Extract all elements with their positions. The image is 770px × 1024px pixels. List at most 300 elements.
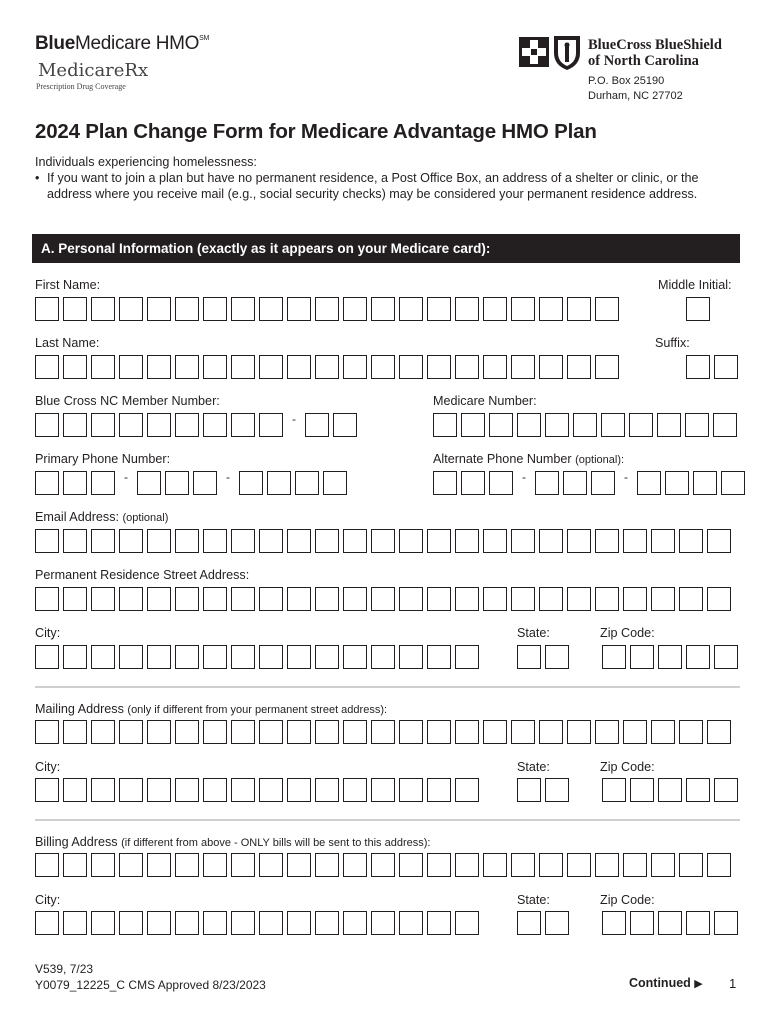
character-box[interactable] <box>539 297 563 321</box>
character-box[interactable] <box>231 911 255 935</box>
character-box[interactable] <box>315 529 339 553</box>
notice-bullet: • If you want to join a plan but have no permanent residence, a Post Office Box, an address of a shelter or clinic, or the address where you receive mail (e.g., social security checks) may be considered your permanent residence address. <box>35 170 745 202</box>
character-box[interactable] <box>595 853 619 877</box>
mailing-zip-field[interactable] <box>602 778 738 802</box>
character-box[interactable] <box>287 645 311 669</box>
billing-address-field[interactable] <box>35 853 731 877</box>
character-box[interactable] <box>119 911 143 935</box>
character-box[interactable] <box>371 297 395 321</box>
character-box[interactable] <box>91 413 115 437</box>
email-label: Email Address: (optional) <box>35 510 169 524</box>
mailing-state-field[interactable] <box>517 778 569 802</box>
alternate-phone-label: Alternate Phone Number (optional): <box>433 452 625 466</box>
divider <box>35 686 740 688</box>
character-box[interactable] <box>714 911 738 935</box>
character-box[interactable] <box>567 355 591 379</box>
separator-dash: - <box>292 412 296 426</box>
character-box[interactable] <box>714 355 738 379</box>
character-box[interactable] <box>371 720 395 744</box>
character-box[interactable] <box>147 645 171 669</box>
state-field[interactable] <box>517 645 569 669</box>
character-box[interactable] <box>399 355 423 379</box>
character-box[interactable] <box>602 778 626 802</box>
character-box[interactable] <box>343 355 367 379</box>
character-box[interactable] <box>231 720 255 744</box>
character-box[interactable] <box>461 413 485 437</box>
character-box[interactable] <box>686 778 710 802</box>
character-box[interactable] <box>399 645 423 669</box>
character-box[interactable] <box>175 853 199 877</box>
character-box[interactable] <box>323 471 347 495</box>
last-name-field[interactable] <box>35 355 619 379</box>
character-box[interactable] <box>203 911 227 935</box>
character-box[interactable] <box>483 853 507 877</box>
character-box[interactable] <box>455 645 479 669</box>
character-box[interactable] <box>259 853 283 877</box>
character-box[interactable] <box>686 297 710 321</box>
character-box[interactable] <box>147 720 171 744</box>
character-box[interactable] <box>231 529 255 553</box>
bcbs-cross-shield-icon <box>518 33 584 71</box>
character-box[interactable] <box>658 911 682 935</box>
character-box[interactable] <box>343 529 367 553</box>
character-box[interactable] <box>371 911 395 935</box>
character-box[interactable] <box>287 778 311 802</box>
city-label: City: <box>35 626 61 640</box>
character-box[interactable] <box>147 778 171 802</box>
character-box[interactable] <box>511 587 535 611</box>
character-box[interactable] <box>545 413 569 437</box>
permanent-street-label: Permanent Residence Street Address: <box>35 568 250 582</box>
middle-initial-field[interactable] <box>686 297 710 321</box>
character-box[interactable] <box>455 587 479 611</box>
character-box[interactable] <box>63 529 87 553</box>
character-box[interactable] <box>545 911 569 935</box>
character-box[interactable] <box>427 720 451 744</box>
character-box[interactable] <box>427 529 451 553</box>
character-box[interactable] <box>427 778 451 802</box>
medicare-number-field[interactable] <box>433 413 737 437</box>
mailing-city-field[interactable] <box>35 778 479 802</box>
character-box[interactable] <box>147 911 171 935</box>
character-box[interactable] <box>259 720 283 744</box>
character-box[interactable] <box>147 853 171 877</box>
character-box[interactable] <box>119 853 143 877</box>
character-box[interactable] <box>343 720 367 744</box>
character-box[interactable] <box>399 911 423 935</box>
character-box[interactable] <box>35 471 59 495</box>
character-box[interactable] <box>35 587 59 611</box>
suffix-field[interactable] <box>686 355 738 379</box>
character-box[interactable] <box>657 413 681 437</box>
character-box[interactable] <box>371 355 395 379</box>
character-box[interactable] <box>63 413 87 437</box>
character-box[interactable] <box>573 413 597 437</box>
billing-zip-label: Zip Code: <box>600 893 655 907</box>
character-box[interactable] <box>35 778 59 802</box>
character-box[interactable] <box>119 529 143 553</box>
character-box[interactable] <box>483 297 507 321</box>
character-box[interactable] <box>119 413 143 437</box>
character-box[interactable] <box>679 720 703 744</box>
mailing-state-label: State: <box>517 760 550 774</box>
character-box[interactable] <box>455 355 479 379</box>
medicarerx-logo: MedicareRx <box>38 60 149 81</box>
character-box[interactable] <box>371 529 395 553</box>
character-box[interactable] <box>259 297 283 321</box>
character-box[interactable] <box>427 587 451 611</box>
character-box[interactable] <box>595 720 619 744</box>
character-box[interactable] <box>315 587 339 611</box>
character-box[interactable] <box>259 778 283 802</box>
character-box[interactable] <box>147 355 171 379</box>
character-box[interactable] <box>35 413 59 437</box>
character-box[interactable] <box>63 297 87 321</box>
character-box[interactable] <box>679 587 703 611</box>
character-box[interactable] <box>91 587 115 611</box>
character-box[interactable] <box>203 413 227 437</box>
character-box[interactable] <box>601 413 625 437</box>
character-box[interactable] <box>399 720 423 744</box>
character-box[interactable] <box>287 529 311 553</box>
character-box[interactable] <box>517 778 541 802</box>
character-box[interactable] <box>539 720 563 744</box>
member-number-field[interactable] <box>35 413 357 437</box>
character-box[interactable] <box>483 355 507 379</box>
character-box[interactable] <box>343 911 367 935</box>
character-box[interactable] <box>175 911 199 935</box>
character-box[interactable] <box>231 297 255 321</box>
character-box[interactable] <box>35 720 59 744</box>
character-box[interactable] <box>231 645 255 669</box>
character-box[interactable] <box>427 297 451 321</box>
character-box[interactable] <box>623 853 647 877</box>
character-box[interactable] <box>203 853 227 877</box>
character-box[interactable] <box>539 355 563 379</box>
character-box[interactable] <box>63 471 87 495</box>
character-box[interactable] <box>686 355 710 379</box>
billing-city-field[interactable] <box>35 911 479 935</box>
character-box[interactable] <box>91 529 115 553</box>
character-box[interactable] <box>517 645 541 669</box>
character-box[interactable] <box>567 529 591 553</box>
character-box[interactable] <box>35 645 59 669</box>
character-box[interactable] <box>315 778 339 802</box>
city-field[interactable] <box>35 645 479 669</box>
character-box[interactable] <box>539 587 563 611</box>
character-box[interactable] <box>315 645 339 669</box>
character-box[interactable] <box>175 529 199 553</box>
character-box[interactable] <box>63 778 87 802</box>
character-box[interactable] <box>427 911 451 935</box>
character-box[interactable] <box>567 297 591 321</box>
character-box[interactable] <box>630 911 654 935</box>
character-box[interactable] <box>119 297 143 321</box>
character-box[interactable] <box>91 778 115 802</box>
character-box[interactable] <box>630 778 654 802</box>
character-box[interactable] <box>658 778 682 802</box>
character-box[interactable] <box>707 587 731 611</box>
character-box[interactable] <box>343 778 367 802</box>
character-box[interactable] <box>483 720 507 744</box>
character-box[interactable] <box>147 529 171 553</box>
character-box[interactable] <box>63 720 87 744</box>
character-box[interactable] <box>511 355 535 379</box>
character-box[interactable] <box>483 529 507 553</box>
character-box[interactable] <box>427 355 451 379</box>
character-box[interactable] <box>511 529 535 553</box>
character-box[interactable] <box>203 645 227 669</box>
character-box[interactable] <box>399 587 423 611</box>
character-box[interactable] <box>203 587 227 611</box>
character-box[interactable] <box>427 645 451 669</box>
character-box[interactable] <box>489 471 513 495</box>
character-box[interactable] <box>511 297 535 321</box>
character-box[interactable] <box>483 587 507 611</box>
character-box[interactable] <box>567 720 591 744</box>
character-box[interactable] <box>433 471 457 495</box>
character-box[interactable] <box>602 645 626 669</box>
character-box[interactable] <box>371 645 395 669</box>
character-box[interactable] <box>315 297 339 321</box>
character-box[interactable] <box>511 853 535 877</box>
first-name-field[interactable] <box>35 297 619 321</box>
character-box[interactable] <box>259 645 283 669</box>
character-box[interactable] <box>637 471 661 495</box>
character-box[interactable] <box>147 587 171 611</box>
character-box[interactable] <box>567 587 591 611</box>
character-box[interactable] <box>714 645 738 669</box>
character-box[interactable] <box>203 778 227 802</box>
character-box[interactable] <box>287 720 311 744</box>
character-box[interactable] <box>713 413 737 437</box>
character-box[interactable] <box>629 413 653 437</box>
character-box[interactable] <box>651 720 675 744</box>
separator-dash: - <box>624 470 628 484</box>
character-box[interactable] <box>539 529 563 553</box>
character-box[interactable] <box>231 413 255 437</box>
character-box[interactable] <box>287 911 311 935</box>
character-box[interactable] <box>147 297 171 321</box>
character-box[interactable] <box>517 413 541 437</box>
character-box[interactable] <box>455 297 479 321</box>
mailing-address-header: P.O. Box 25190 Durham, NC 27702 <box>588 75 683 102</box>
zip-field[interactable] <box>602 645 738 669</box>
character-box[interactable] <box>295 471 319 495</box>
character-box[interactable] <box>259 587 283 611</box>
character-box[interactable] <box>35 853 59 877</box>
character-box[interactable] <box>315 720 339 744</box>
character-box[interactable] <box>119 355 143 379</box>
character-box[interactable] <box>665 471 689 495</box>
character-box[interactable] <box>343 587 367 611</box>
mailing-address-field[interactable] <box>35 720 731 744</box>
character-box[interactable] <box>461 471 485 495</box>
character-box[interactable] <box>91 471 115 495</box>
primary-phone-label: Primary Phone Number: <box>35 452 171 466</box>
character-box[interactable] <box>175 778 199 802</box>
billing-state-field[interactable] <box>517 911 569 935</box>
character-box[interactable] <box>35 355 59 379</box>
character-box[interactable] <box>91 911 115 935</box>
character-box[interactable] <box>693 471 717 495</box>
character-box[interactable] <box>137 471 161 495</box>
character-box[interactable] <box>91 720 115 744</box>
character-box[interactable] <box>602 911 626 935</box>
character-box[interactable] <box>371 587 395 611</box>
alternate-phone-field[interactable] <box>433 471 745 495</box>
character-box[interactable] <box>563 471 587 495</box>
character-box[interactable] <box>175 587 199 611</box>
character-box[interactable] <box>165 471 189 495</box>
character-box[interactable] <box>63 853 87 877</box>
character-box[interactable] <box>91 645 115 669</box>
primary-phone-field[interactable] <box>35 471 347 495</box>
character-box[interactable] <box>427 853 451 877</box>
character-box[interactable] <box>287 297 311 321</box>
character-box[interactable] <box>175 720 199 744</box>
middle-initial-label: Middle Initial: <box>658 278 732 292</box>
character-box[interactable] <box>623 587 647 611</box>
separator-dash: - <box>124 470 128 484</box>
character-box[interactable] <box>371 778 395 802</box>
character-box[interactable] <box>686 911 710 935</box>
character-box[interactable] <box>630 645 654 669</box>
character-box[interactable] <box>455 720 479 744</box>
character-box[interactable] <box>545 645 569 669</box>
billing-city-label: City: <box>35 893 61 907</box>
character-box[interactable] <box>455 778 479 802</box>
mailing-zip-label: Zip Code: <box>600 760 655 774</box>
character-box[interactable] <box>707 853 731 877</box>
character-box[interactable] <box>175 297 199 321</box>
email-field[interactable] <box>35 529 731 553</box>
character-box[interactable] <box>259 355 283 379</box>
character-box[interactable] <box>651 853 675 877</box>
blue-medicare-hmo-logo: BlueMedicare HMO℠ <box>35 33 210 54</box>
character-box[interactable] <box>679 853 703 877</box>
character-box[interactable] <box>175 645 199 669</box>
character-box[interactable] <box>63 355 87 379</box>
character-box[interactable] <box>623 720 647 744</box>
character-box[interactable] <box>259 911 283 935</box>
character-box[interactable] <box>489 413 513 437</box>
character-box[interactable] <box>567 853 591 877</box>
character-box[interactable] <box>545 778 569 802</box>
character-box[interactable] <box>343 297 367 321</box>
character-box[interactable] <box>595 529 619 553</box>
character-box[interactable] <box>63 587 87 611</box>
character-box[interactable] <box>595 297 619 321</box>
character-box[interactable] <box>259 529 283 553</box>
character-box[interactable] <box>239 471 263 495</box>
character-box[interactable] <box>267 471 291 495</box>
first-name-label: First Name: <box>35 278 101 292</box>
character-box[interactable] <box>175 413 199 437</box>
permanent-street-field[interactable] <box>35 587 731 611</box>
character-box[interactable] <box>119 778 143 802</box>
character-box[interactable] <box>511 720 535 744</box>
character-box[interactable] <box>399 778 423 802</box>
character-box[interactable] <box>651 529 675 553</box>
character-box[interactable] <box>91 297 115 321</box>
character-box[interactable] <box>91 853 115 877</box>
character-box[interactable] <box>287 355 311 379</box>
character-box[interactable] <box>658 645 682 669</box>
character-box[interactable] <box>287 853 311 877</box>
character-box[interactable] <box>315 355 339 379</box>
character-box[interactable] <box>193 471 217 495</box>
character-box[interactable] <box>203 720 227 744</box>
character-box[interactable] <box>455 853 479 877</box>
character-box[interactable] <box>119 720 143 744</box>
character-box[interactable] <box>35 529 59 553</box>
billing-address-label: Billing Address (if different from above - ONLY bills will be sent to this address): <box>35 835 431 849</box>
character-box[interactable] <box>35 297 59 321</box>
character-box[interactable] <box>343 645 367 669</box>
character-box[interactable] <box>119 645 143 669</box>
character-box[interactable] <box>231 853 255 877</box>
character-box[interactable] <box>535 471 559 495</box>
character-box[interactable] <box>595 587 619 611</box>
character-box[interactable] <box>539 853 563 877</box>
character-box[interactable] <box>651 587 675 611</box>
continued-indicator: Continued ▶ <box>629 976 703 990</box>
character-box[interactable] <box>175 355 199 379</box>
character-box[interactable] <box>707 529 731 553</box>
character-box[interactable] <box>595 355 619 379</box>
character-box[interactable] <box>679 529 703 553</box>
character-box[interactable] <box>399 853 423 877</box>
character-box[interactable] <box>203 529 227 553</box>
character-box[interactable] <box>231 355 255 379</box>
character-box[interactable] <box>203 355 227 379</box>
character-box[interactable] <box>455 529 479 553</box>
character-box[interactable] <box>231 587 255 611</box>
character-box[interactable] <box>623 529 647 553</box>
character-box[interactable] <box>685 413 709 437</box>
character-box[interactable] <box>399 297 423 321</box>
character-box[interactable] <box>343 853 367 877</box>
character-box[interactable] <box>399 529 423 553</box>
character-box[interactable] <box>707 720 731 744</box>
character-box[interactable] <box>721 471 745 495</box>
play-arrow-icon: ▶ <box>694 978 703 990</box>
character-box[interactable] <box>591 471 615 495</box>
character-box[interactable] <box>305 413 329 437</box>
character-box[interactable] <box>315 853 339 877</box>
character-box[interactable] <box>371 853 395 877</box>
character-box[interactable] <box>517 911 541 935</box>
character-box[interactable] <box>455 911 479 935</box>
character-box[interactable] <box>35 911 59 935</box>
character-box[interactable] <box>91 355 115 379</box>
character-box[interactable] <box>119 587 143 611</box>
character-box[interactable] <box>433 413 457 437</box>
character-box[interactable] <box>147 413 171 437</box>
character-box[interactable] <box>714 778 738 802</box>
character-box[interactable] <box>333 413 357 437</box>
character-box[interactable] <box>315 911 339 935</box>
character-box[interactable] <box>203 297 227 321</box>
character-box[interactable] <box>63 911 87 935</box>
billing-zip-field[interactable] <box>602 911 738 935</box>
character-box[interactable] <box>259 413 283 437</box>
character-box[interactable] <box>63 645 87 669</box>
character-box[interactable] <box>287 587 311 611</box>
character-box[interactable] <box>231 778 255 802</box>
character-box[interactable] <box>686 645 710 669</box>
